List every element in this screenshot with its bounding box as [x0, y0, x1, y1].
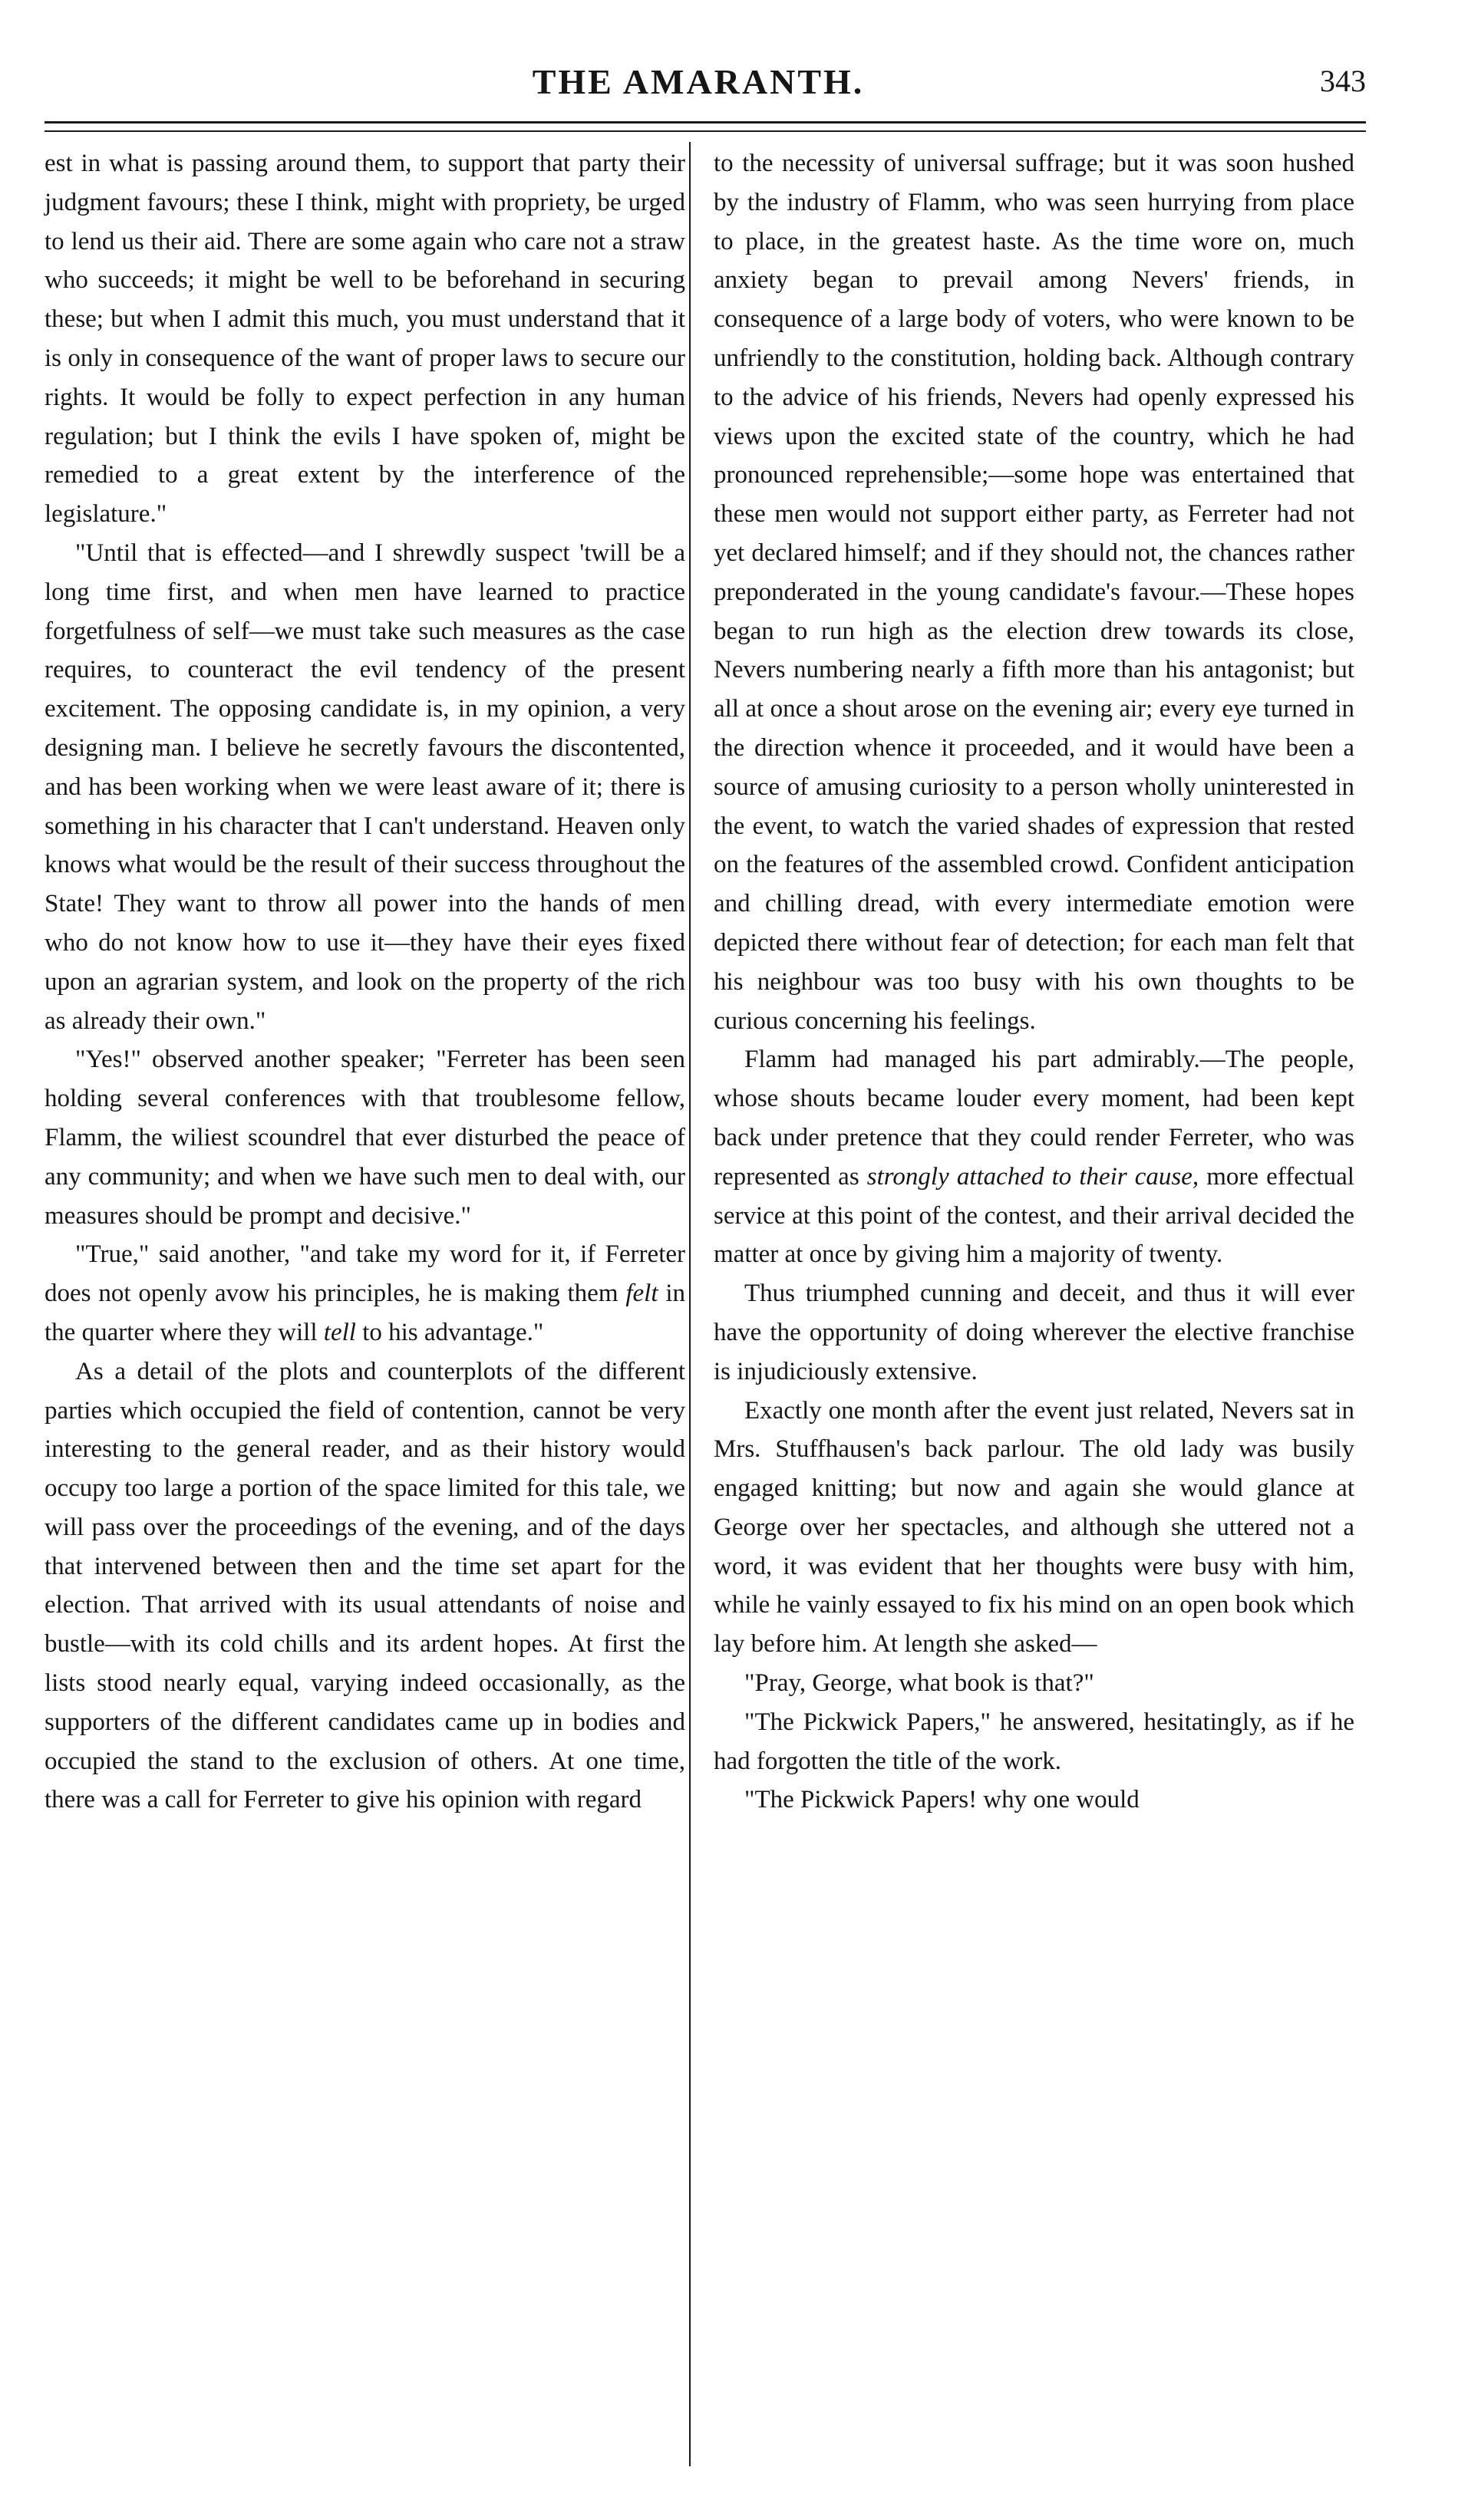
text-run: Flamm had managed his part admirably.—The people, whose shouts became louder every moment, had been kept back under pretence that they could render Ferreter, who was represented as — [714, 1046, 1354, 1191]
right-column — [714, 144, 1354, 1820]
paragraph: "Until that is effected—and I shrewdly suspect 'twill be a long time first, and when men have learned to practice forgetfulness of self—we must take such measures as the case requires, to counteract the evil tendency of the present excitement. The opposing candidate is, in my opinion, a very designing man. I believe he secretly favours the discontented, and has been working when we were least aware of it; there is something in his character that I can't understand. Heaven only knows what would be the result of their success throughout the State! They want to throw all power into the hands of men who do not know how to use it—they have their eyes fixed upon an agrarian system, and look on the property of the rich as already their own." — [45, 539, 685, 1035]
paragraph: Exactly one month after the event just related, Nevers sat in Mrs. Stuffhausen's back parlour. The old lady was busily engaged knitting; but now and again she would glance at George over her spectacles, and although she uttered not a word, it was evident that her thoughts were busy with him, while he vainly essayed to fix his mind on an open book which lay before him. At length she asked— — [714, 1396, 1354, 1659]
page-number: 343 — [1320, 64, 1366, 98]
page-header — [31, 55, 1366, 117]
paragraph — [45, 1235, 685, 1352]
column-divider — [689, 142, 691, 2466]
text-run: more effectual service at this point of the contest, and their arrival decided the matter at once by giving him a majority of twenty. — [714, 1162, 1354, 1269]
italic-text: tell — [323, 1318, 356, 1346]
paragraph: "The Pickwick Papers! why one would — [744, 1786, 1140, 1814]
left-column — [45, 144, 685, 1820]
paragraph: As a detail of the plots and counterplots of the different parties which occupied the field of contention, cannot be very interesting to the general reader, and as their history would occupy too large a portion of the space limited for this tale, we will pass over the proceedings of the evening, and of the days that intervened between then and the time set apart for the election. That arrived with its usual attendants of noise and bustle—with its cold chills and its ardent hopes. At first the lists stood nearly equal, varying indeed occasionally, as the supporters of the different candidates came up in bodies and occupied the stand to the exclusion of others. At one time, there was a call for Ferreter to give his opinion with regard — [45, 1357, 685, 1814]
text-run: in the quarter where they will — [45, 1280, 686, 1346]
page-title: THE AMARANTH. — [532, 62, 865, 101]
header-rule-top — [45, 121, 1366, 124]
paragraph — [714, 1040, 1354, 1274]
paragraph: "Pray, George, what book is that?" — [744, 1669, 1094, 1698]
paragraph: to the necessity of universal suffrage; but it was soon hushed by the industry of Flamm, who was seen hurrying from place to place, in the greatest haste. As the time wore on, much anxiety began to prevail among Nevers' friends, in consequence of a large body of voters, who were known to be unfriendly to the constitution, holding back. Although contrary to the advice of his friends, Nevers had openly expressed his views upon the excited state of the country, which he had pronounced reprehensible;—some hope was entertained that these men would not support either party, as Ferreter had not yet declared himself; and if they should not, the chances rather preponderated in the young candidate's favour.—These hopes began to run high as the election drew towards its close, Nevers numbering nearly a fifth more than his antagonist; but all at once a shout arose on the evening air; every eye turned in the direction whence it proceeded, and it would have been a source of amusing curiosity to a person wholly uninterested in the event, to watch the varied shades of expression that rested on the features of the assembled crowd. Confident anticipation and chilling dread, with every intermediate emotion were depicted there without fear of detection; for each man felt that his neighbour was too busy with his own thoughts to be curious concerning his feelings. — [714, 150, 1354, 1035]
italic-text: strongly attached to their cause, — [866, 1162, 1199, 1191]
paragraph: "Yes!" observed another speaker; "Ferreter has been seen holding several conferences with that troublesome fellow, Flamm, the wiliest scoundrel that ever disturbed the peace of any community; and when we have such men to deal with, our measures should be prompt and decisive." — [45, 1046, 685, 1230]
italic-text: felt — [625, 1280, 658, 1308]
paragraph: "The Pickwick Papers," he answered, hesitatingly, as if he had forgotten the title of the work. — [714, 1708, 1354, 1775]
text-run: to his advantage." — [355, 1318, 544, 1346]
paragraph: Thus triumphed cunning and deceit, and thus it will ever have the opportunity of doing wherever the elective franchise is injudiciously extensive. — [714, 1280, 1354, 1385]
header-rule-bottom — [45, 130, 1366, 132]
text-run: "True," said another, "and take my word for it, if Ferreter does not openly avow his principles, he is making them — [45, 1240, 685, 1308]
paragraph: est in what is passing around them, to support that party their judgment favours; these I think, might with propriety, be urged to lend us their aid. There are some again who care not a straw who succeeds; it might be well to be beforehand in securing these; but when I admit this much, you must understand that it is only in consequence of the want of proper laws to secure our rights. It would be folly to expect perfection in any human regulation; but I think the evils I have spoken of, might be remedied to a great extent by the interference of the legislature." — [45, 150, 685, 529]
